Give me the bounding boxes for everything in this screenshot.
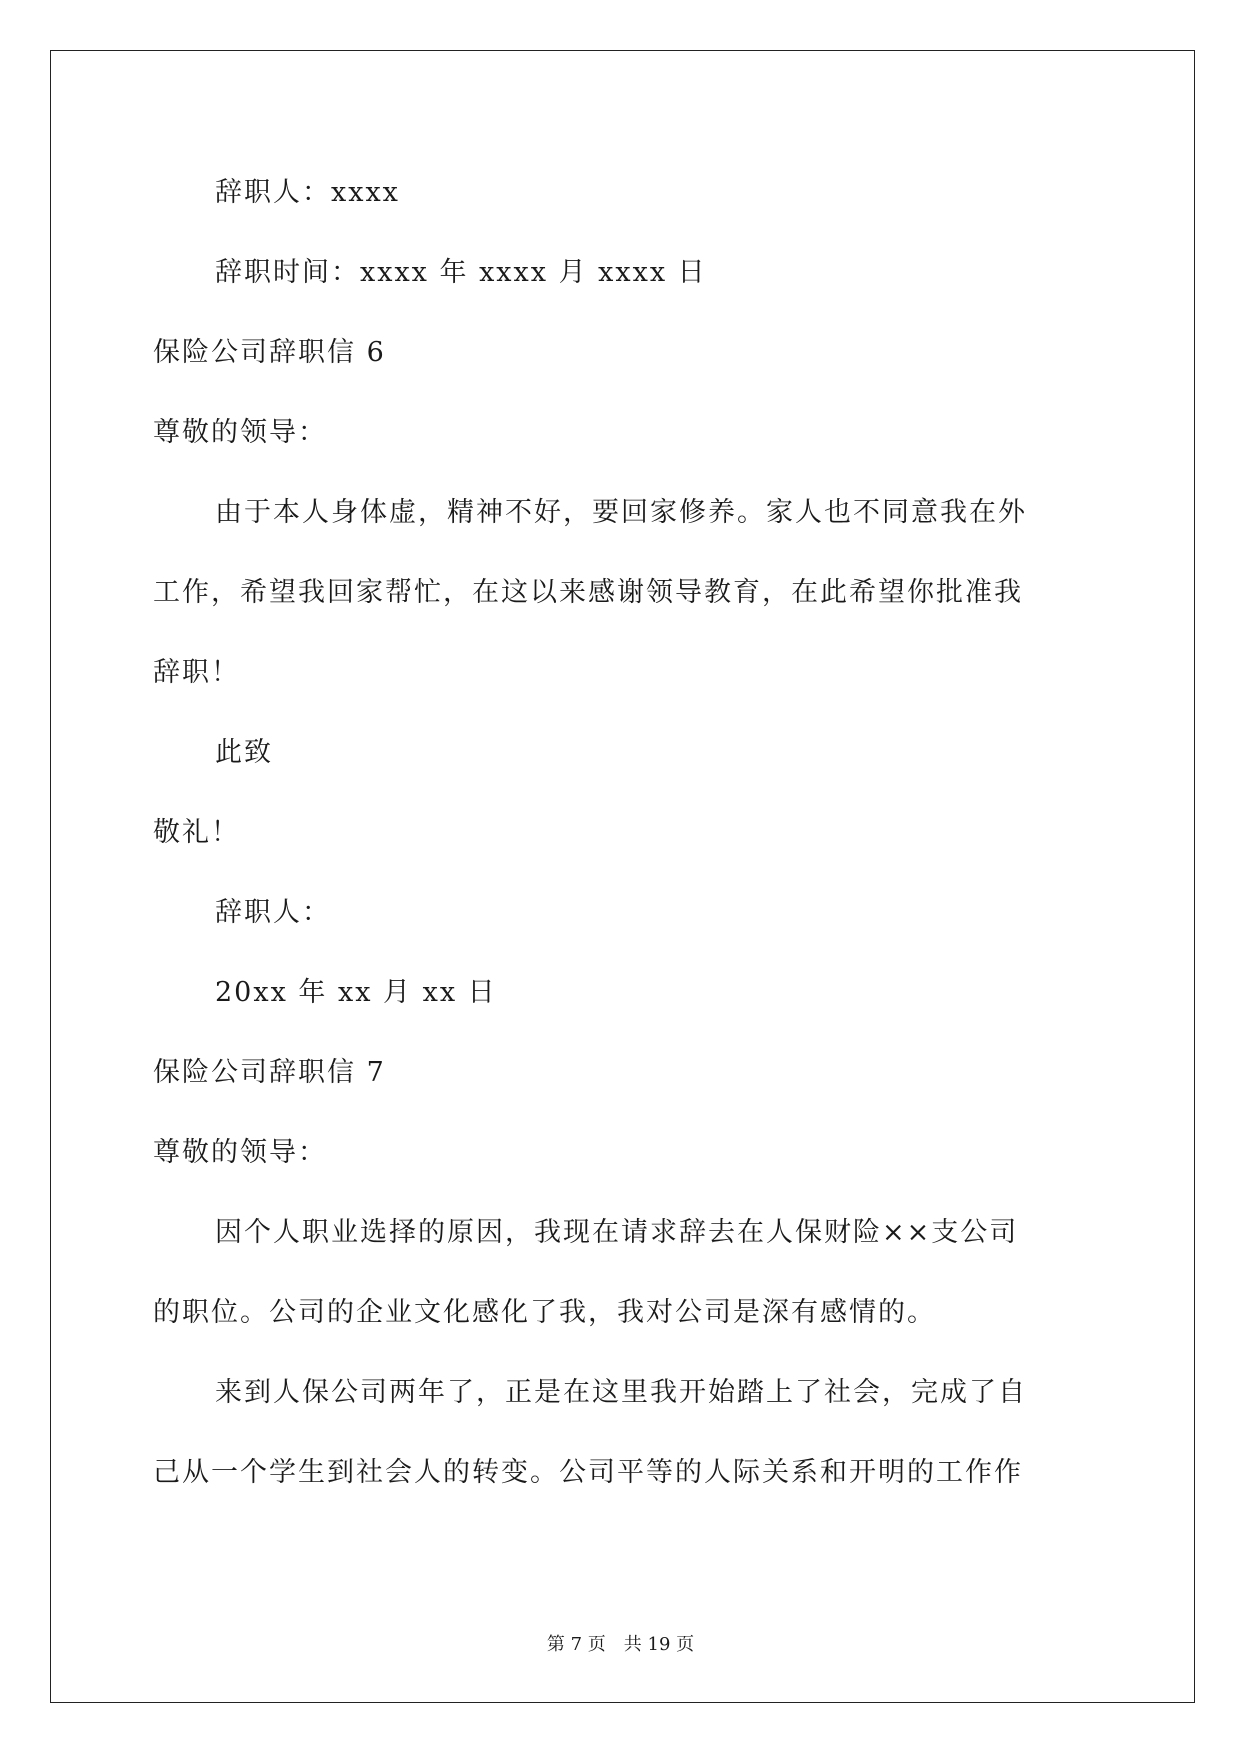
paragraph-line: 己从一个学生到社会人的转变。公司平等的人际关系和开明的工作作 [153,1457,1023,1488]
salutation: 尊敬的领导： [153,417,327,448]
date-line: 20xx 年 xx 月 xx 日 [215,977,497,1008]
paragraph-line: 来到人保公司两年了，正是在这里我开始踏上了社会，完成了自 [215,1377,1027,1408]
section-heading-6: 保险公司辞职信 6 [153,337,386,368]
salutation: 尊敬的领导： [153,1137,327,1168]
paragraph-line: 的职位。公司的企业文化感化了我，我对公司是深有感情的。 [153,1297,936,1328]
closing-phrase: 此致 [215,737,273,768]
page-number-current: 第 7 页 [546,1634,606,1655]
paragraph-line: 因个人职业选择的原因，我现在请求辞去在人保财险××支公司 [215,1217,1019,1248]
signer-line: 辞职人：xxxx [215,177,400,208]
paragraph-line: 由于本人身体虚，精神不好，要回家修养。家人也不同意我在外 [215,497,1027,528]
paragraph-line: 辞职！ [153,657,240,688]
closing-regards: 敬礼！ [153,817,240,848]
page-number-total: 共 19 页 [623,1634,695,1655]
page-footer [0,1634,1241,1656]
section-heading-7: 保险公司辞职信 7 [153,1057,386,1088]
paragraph-line: 工作，希望我回家帮忙，在这以来感谢领导教育，在此希望你批准我 [153,577,1023,608]
date-line: 辞职时间：xxxx 年 xxxx 月 xxxx 日 [215,257,707,288]
signer-line: 辞职人： [215,897,331,928]
